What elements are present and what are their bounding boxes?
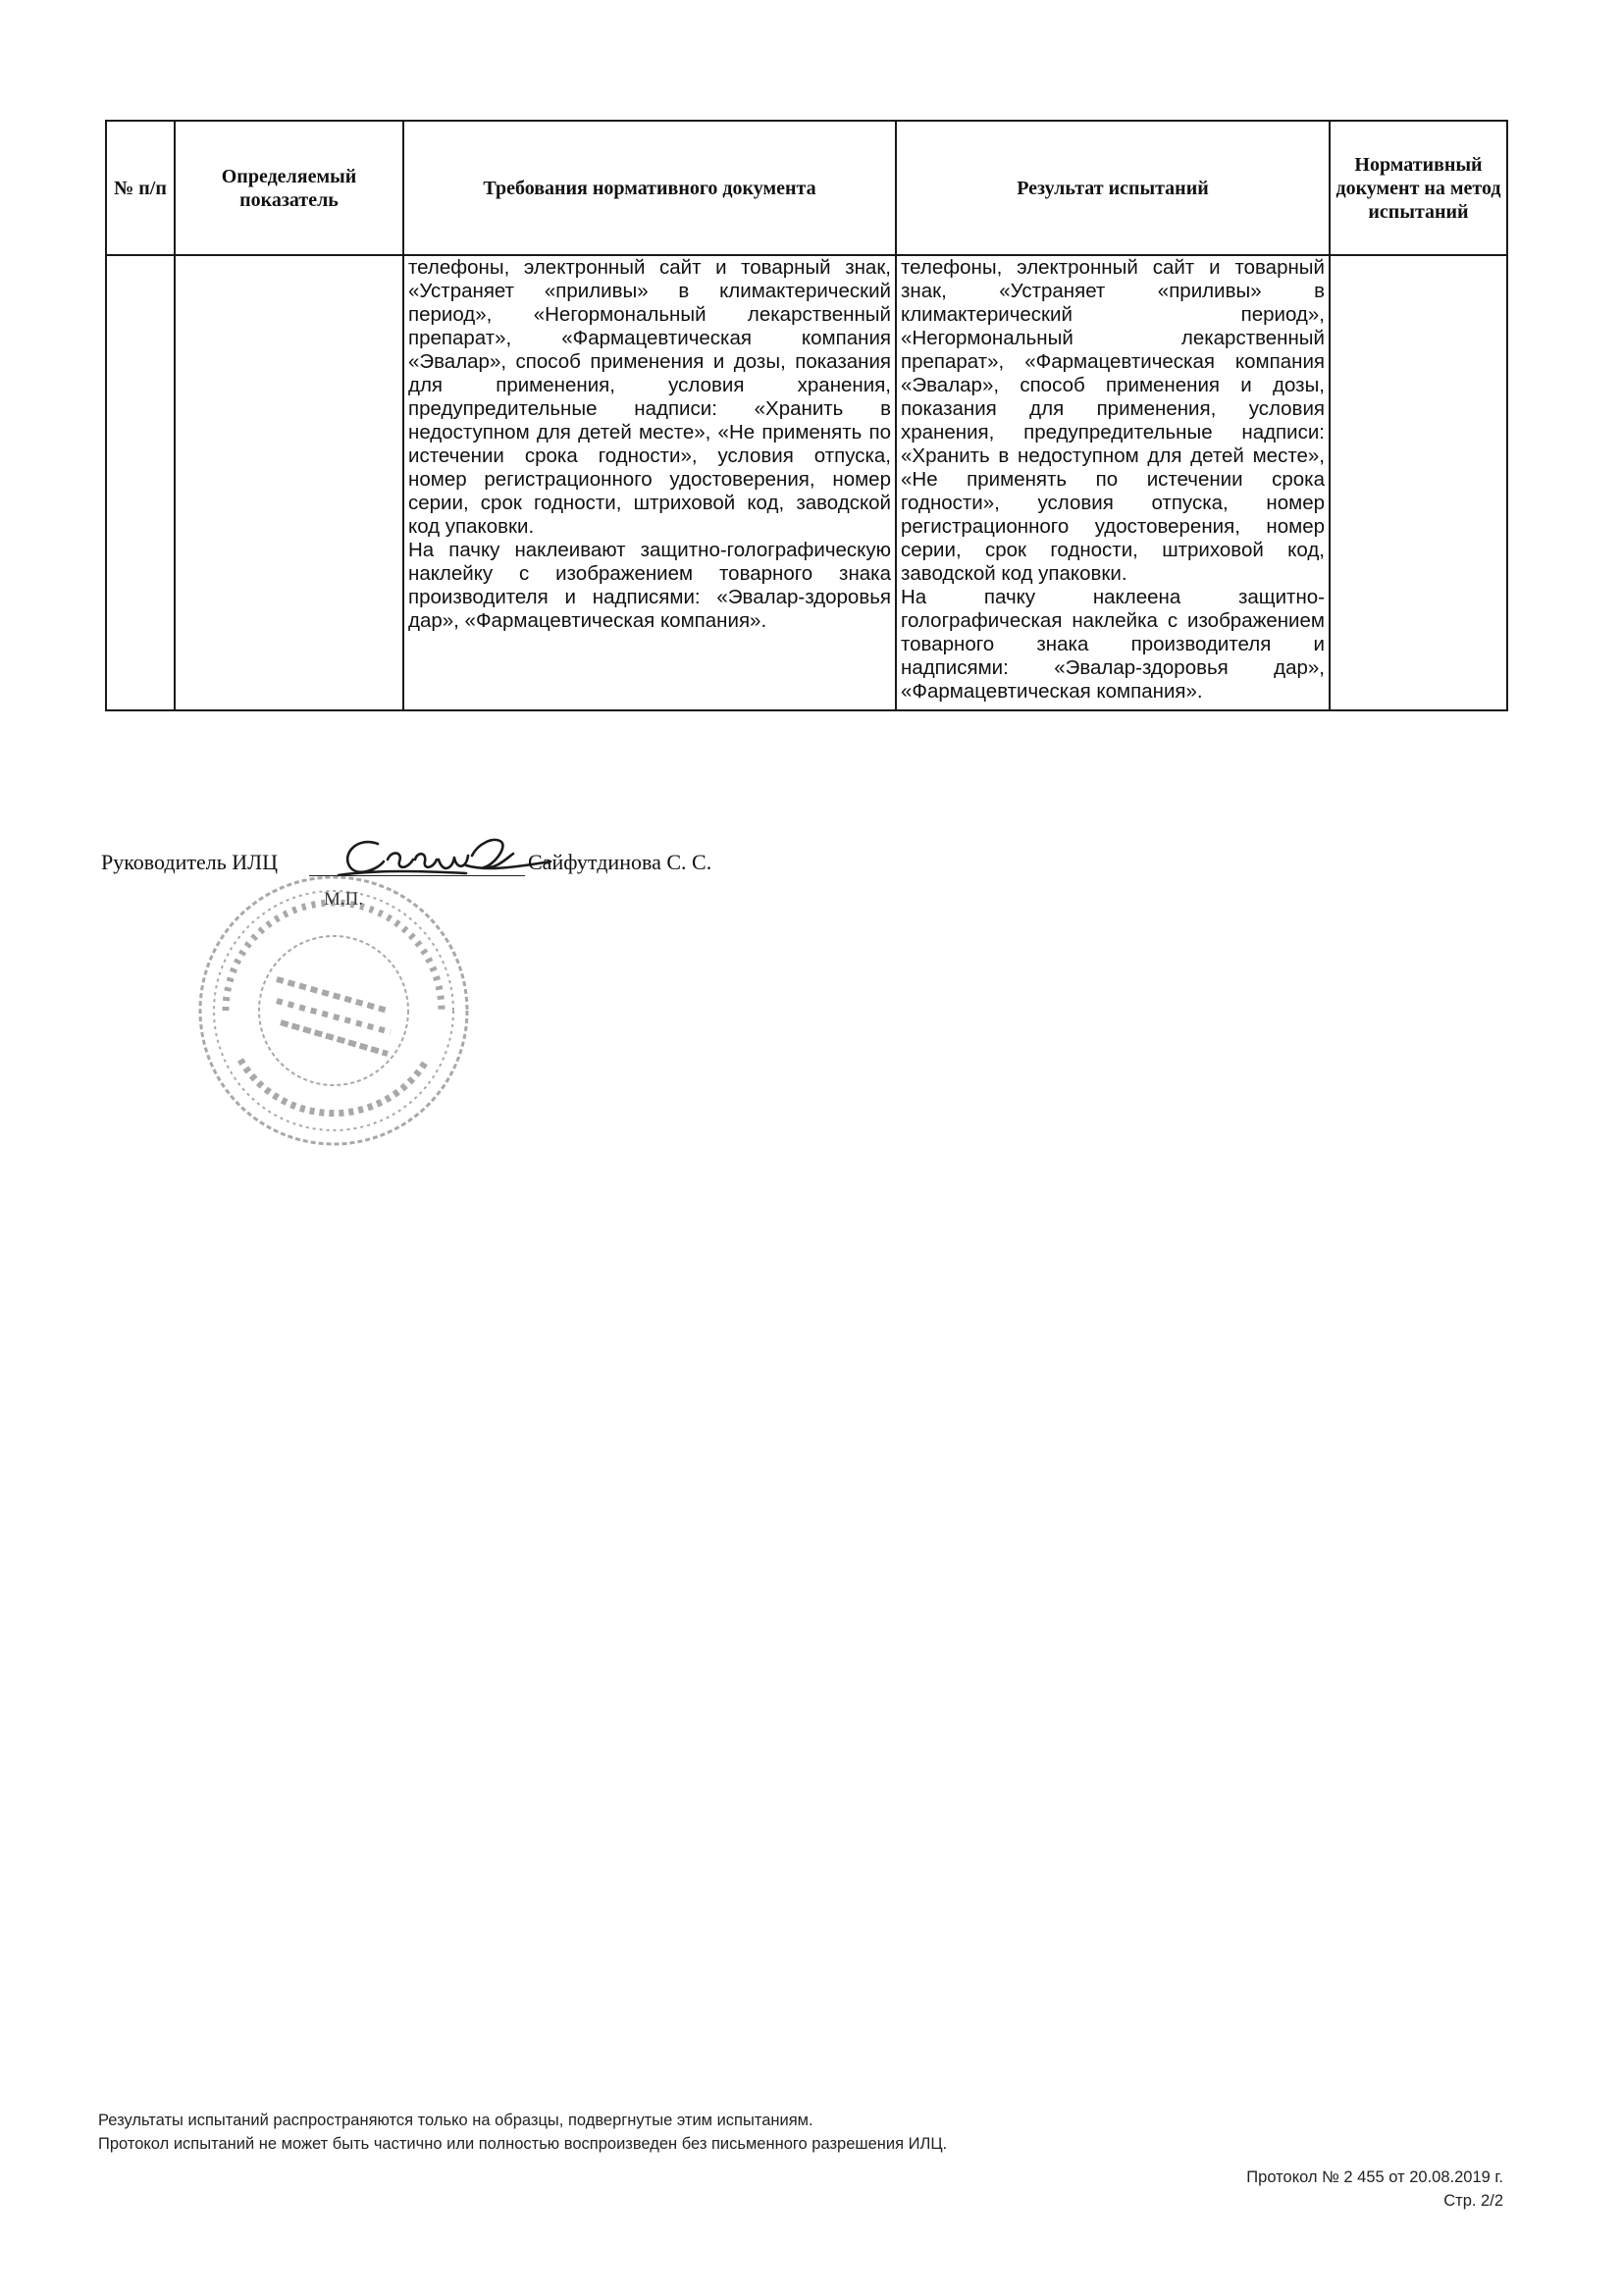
cell-requirements xyxy=(403,255,896,710)
signatory-name: Сайфутдинова С. С. xyxy=(528,850,712,874)
signature-label: Руководитель ИЛЦ xyxy=(101,850,278,874)
header-num: № п/п xyxy=(106,121,175,255)
cell-result xyxy=(896,255,1330,710)
header-method: Нормативный документ на метод испытаний xyxy=(1330,121,1507,255)
cell-indicator xyxy=(175,255,403,710)
table-row xyxy=(106,255,1507,710)
footer-note-1: Результаты испытаний распространяются только на образцы, подвергнутые этим испытаниям. xyxy=(98,2112,813,2129)
signature-icon xyxy=(319,826,559,895)
signature-line xyxy=(309,875,525,876)
result-paragraph: телефоны, электронный сайт и товарный знак, «Устраняет «приливы» в климактерический период», «Негормональный лекарственный препарат», «Фармацевтическая компания «Эвалар», способ применения и дозы, показания для применения, условия хранения, предупредительные надписи: «Хранить в недоступном для детей месте», «Не применять по истечении срока годности», условия отпуска, номер регистрационного удостоверения, номер серии, срок годности, штриховой код, заводской код упаковки. xyxy=(901,256,1325,585)
page-number: Стр. 2/2 xyxy=(1443,2192,1503,2210)
footer-note-2: Протокол испытаний не может быть частично или полностью воспроизведен без письменного разрешения ИЛЦ. xyxy=(98,2135,948,2153)
protocol-number: Протокол № 2 455 от 20.08.2019 г. xyxy=(1246,2168,1503,2186)
cell-num xyxy=(106,255,175,710)
header-requirements: Требования нормативного документа xyxy=(403,121,896,255)
table-header-row xyxy=(106,121,1507,255)
header-indicator: Определяемый показатель xyxy=(175,121,403,255)
stamp-mark: М.П. xyxy=(324,889,364,910)
test-results-table xyxy=(105,120,1508,711)
result-paragraph: На пачку наклеена защитно-голографическая наклейка с изображением товарного знака производителя и надписями: «Эвалар-здоровья дар», «Фармацевтическая компания». xyxy=(901,586,1325,703)
requirements-paragraph: телефоны, электронный сайт и товарный знак, «Устраняет «приливы» в климактерический период», «Негормональный лекарственный препарат», «Фармацевтическая компания «Эвалар», способ применения и дозы, показания для применения, условия хранения, предупредительные надписи: «Хранить в недоступном для детей месте», «Не применять по истечении срока годности», условия отпуска, номер регистрационного удостоверения, номер серии, срок годности, штриховой код, заводской код упаковки. xyxy=(408,256,891,538)
header-result: Результат испытаний xyxy=(896,121,1330,255)
cell-method xyxy=(1330,255,1507,710)
requirements-paragraph: На пачку наклеивают защитно-голографическую наклейку с изображением товарного знака производителя и надписями: «Эвалар-здоровья дар», «Фармацевтическая компания». xyxy=(408,539,891,632)
